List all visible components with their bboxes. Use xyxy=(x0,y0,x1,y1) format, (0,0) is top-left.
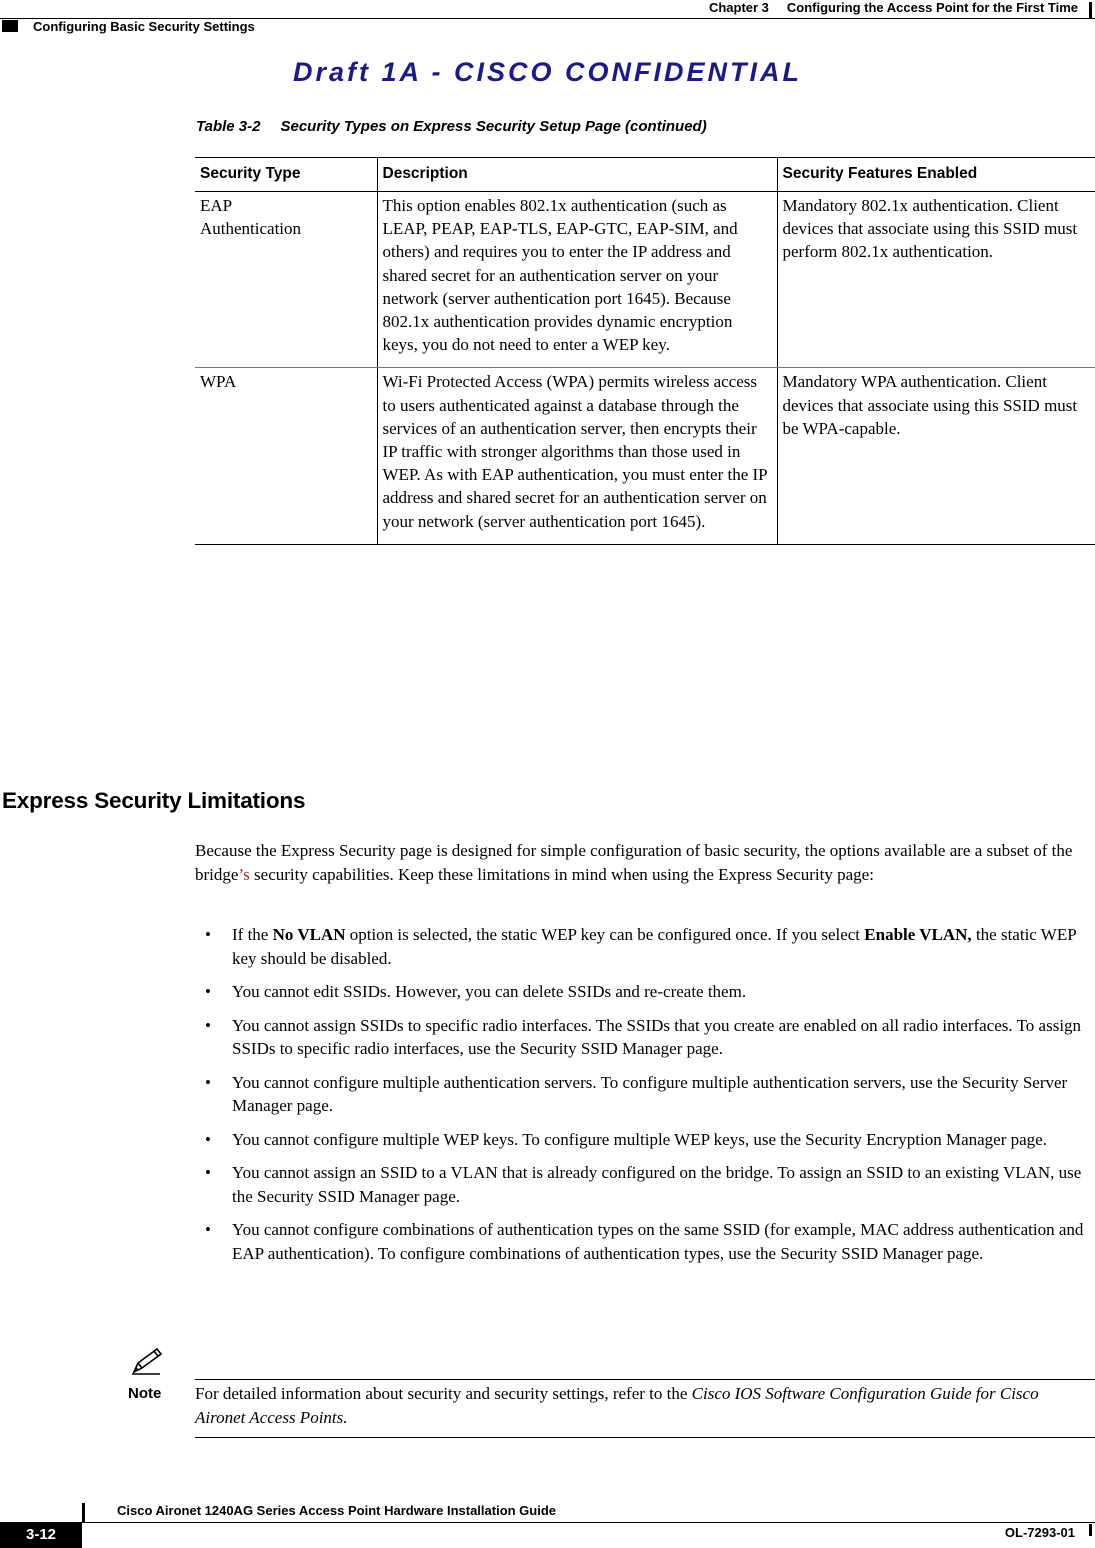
column-header-security-type: Security Type xyxy=(195,158,377,192)
cell-description: Wi-Fi Protected Access (WPA) permits wireless access to users authenticated against a database through the services of an authentication server, then encrypts their IP traffic with stronger algorithms than those used in WEP. As with EAP authentication, you must enter the IP address and shared secret for an authentication server on your network (server authentication port 1645). xyxy=(377,368,777,544)
cell-security-type xyxy=(195,192,377,368)
cell-features: Mandatory WPA authentication. Client devices that associate using this SSID must be WPA-capable. xyxy=(777,368,1095,544)
bullet-icon: • xyxy=(205,1015,211,1035)
note-label: Note xyxy=(128,1385,162,1402)
running-header-chapter xyxy=(0,0,1078,16)
header-mark-left xyxy=(2,20,18,32)
note-text-plain: For detailed information about security and security settings, refer to the xyxy=(195,1384,692,1403)
column-header-features: Security Features Enabled xyxy=(777,158,1095,192)
list-item xyxy=(195,923,1095,970)
bullet-icon: • xyxy=(205,1072,211,1092)
cell-features: Mandatory 802.1x authentication. Client devices that associate using this SSID must perform 802.1x authentication. xyxy=(777,192,1095,368)
intro-apostrophe: ’s xyxy=(238,864,250,884)
section-heading: Express Security Limitations xyxy=(2,788,306,813)
bullet-text: If the xyxy=(232,925,273,944)
list-item xyxy=(195,1128,1095,1152)
note-rule-bottom xyxy=(195,1437,1095,1438)
document-number: OL-7293-01 xyxy=(1004,1525,1075,1540)
enable-vlan-option: Enable VLAN, xyxy=(864,925,972,944)
note-text-reference: Cisco IOS Software Configuration Guide for Cisco Aironet Access Points. xyxy=(195,1384,1039,1427)
footer-mark-right xyxy=(1089,1524,1092,1536)
chapter-label: Chapter 3 xyxy=(708,0,769,15)
table-caption xyxy=(196,118,707,136)
footer-rule xyxy=(82,1522,1095,1523)
bullet-icon: • xyxy=(205,1163,211,1182)
bullet-text: You cannot assign SSIDs to specific radio interfaces. The SSIDs that you create are enabled on all radio interfaces. To assign SSIDs to specific radio interfaces, use the Security SSID Manager page. xyxy=(232,1015,1082,1058)
intro-paragraph xyxy=(195,839,1095,886)
bullet-text: You cannot configure multiple authentication servers. To configure multiple authentication servers, use the Security Server Manager page. xyxy=(232,1072,1068,1115)
header-mark-right xyxy=(1089,2,1092,18)
table-number: Table 3-2 xyxy=(196,118,261,135)
security-type-line1: WPA xyxy=(200,372,237,392)
footer-mark-left xyxy=(82,1503,85,1522)
note-text xyxy=(195,1382,1075,1430)
cell-description: This option enables 802.1x authentication (such as LEAP, PEAP, EAP-TLS, EAP-GTC, EAP-SIM, and others) and requires you to enter the IP address and shared secret for an authentication server on your network (server authentication port 1645). Because 802.1x authentication provides dynamic encryption keys, you do not need to enter a WEP key. xyxy=(377,192,777,368)
limitations-list xyxy=(195,923,1095,1275)
security-types-table xyxy=(195,157,1095,545)
bullet-icon: • xyxy=(205,925,211,944)
page-number: 3-12 xyxy=(0,1522,82,1548)
list-item xyxy=(195,1218,1095,1265)
intro-text-1: Because the Express Security page is designed for simple configuration of basic security, the options available are a subset of the bridge xyxy=(195,841,1073,884)
security-type-line1: EAP xyxy=(200,196,233,215)
draft-banner: Draft 1A - CISCO CONFIDENTIAL xyxy=(292,57,802,87)
table-header-row xyxy=(195,158,1095,192)
bullet-icon: • xyxy=(205,1129,211,1149)
chapter-title: Configuring the Access Point for the First Time xyxy=(786,0,1078,15)
column-header-description: Description xyxy=(377,158,777,192)
table-row-wpa xyxy=(195,368,1095,544)
list-item xyxy=(195,1161,1095,1208)
security-type-line2: Authentication xyxy=(200,219,302,239)
cell-security-type xyxy=(195,368,377,544)
list-item xyxy=(195,980,1095,1004)
footer-guide-title: Cisco Aironet 1240AG Series Access Point Hardware Installation Guide xyxy=(117,1503,557,1518)
table-row-eap xyxy=(195,192,1095,368)
bullet-text: You cannot configure combinations of authentication types on the same SSID (for example, MAC address authentication and EAP authentication). To configure combinations of authentication types, use the Security SSID Manager page. xyxy=(232,1220,1084,1263)
table-title: Security Types on Express Security Setup Page (continued) xyxy=(280,118,707,135)
bullet-text: You cannot edit SSIDs. However, you can delete SSIDs and re-create them. xyxy=(232,982,747,1001)
bullet-text: You cannot assign an SSID to a VLAN that is already configured on the bridge. To assign an SSID to an existing VLAN, use the Security SSID Manager page. xyxy=(232,1163,1082,1206)
no-vlan-option: No VLAN xyxy=(272,925,346,944)
bullet-text: the static WEP key should be disabled. xyxy=(232,925,1077,968)
note-rule-top xyxy=(195,1379,1095,1380)
bullet-text: You cannot configure multiple WEP keys. To configure multiple WEP keys, use the Security Encryption Manager page. xyxy=(232,1129,1047,1149)
pencil-note-icon xyxy=(130,1346,164,1376)
running-header-section: Configuring Basic Security Settings xyxy=(33,19,255,34)
intro-text-2: security capabilities. Keep these limitations in mind when using the Express Security page: xyxy=(249,864,874,884)
bullet-icon: • xyxy=(205,982,211,1001)
bullet-icon: • xyxy=(205,1220,211,1239)
list-item xyxy=(195,1014,1095,1061)
list-item xyxy=(195,1071,1095,1118)
bullet-text: option is selected, the static WEP key can be configured once. If you select xyxy=(345,925,865,944)
